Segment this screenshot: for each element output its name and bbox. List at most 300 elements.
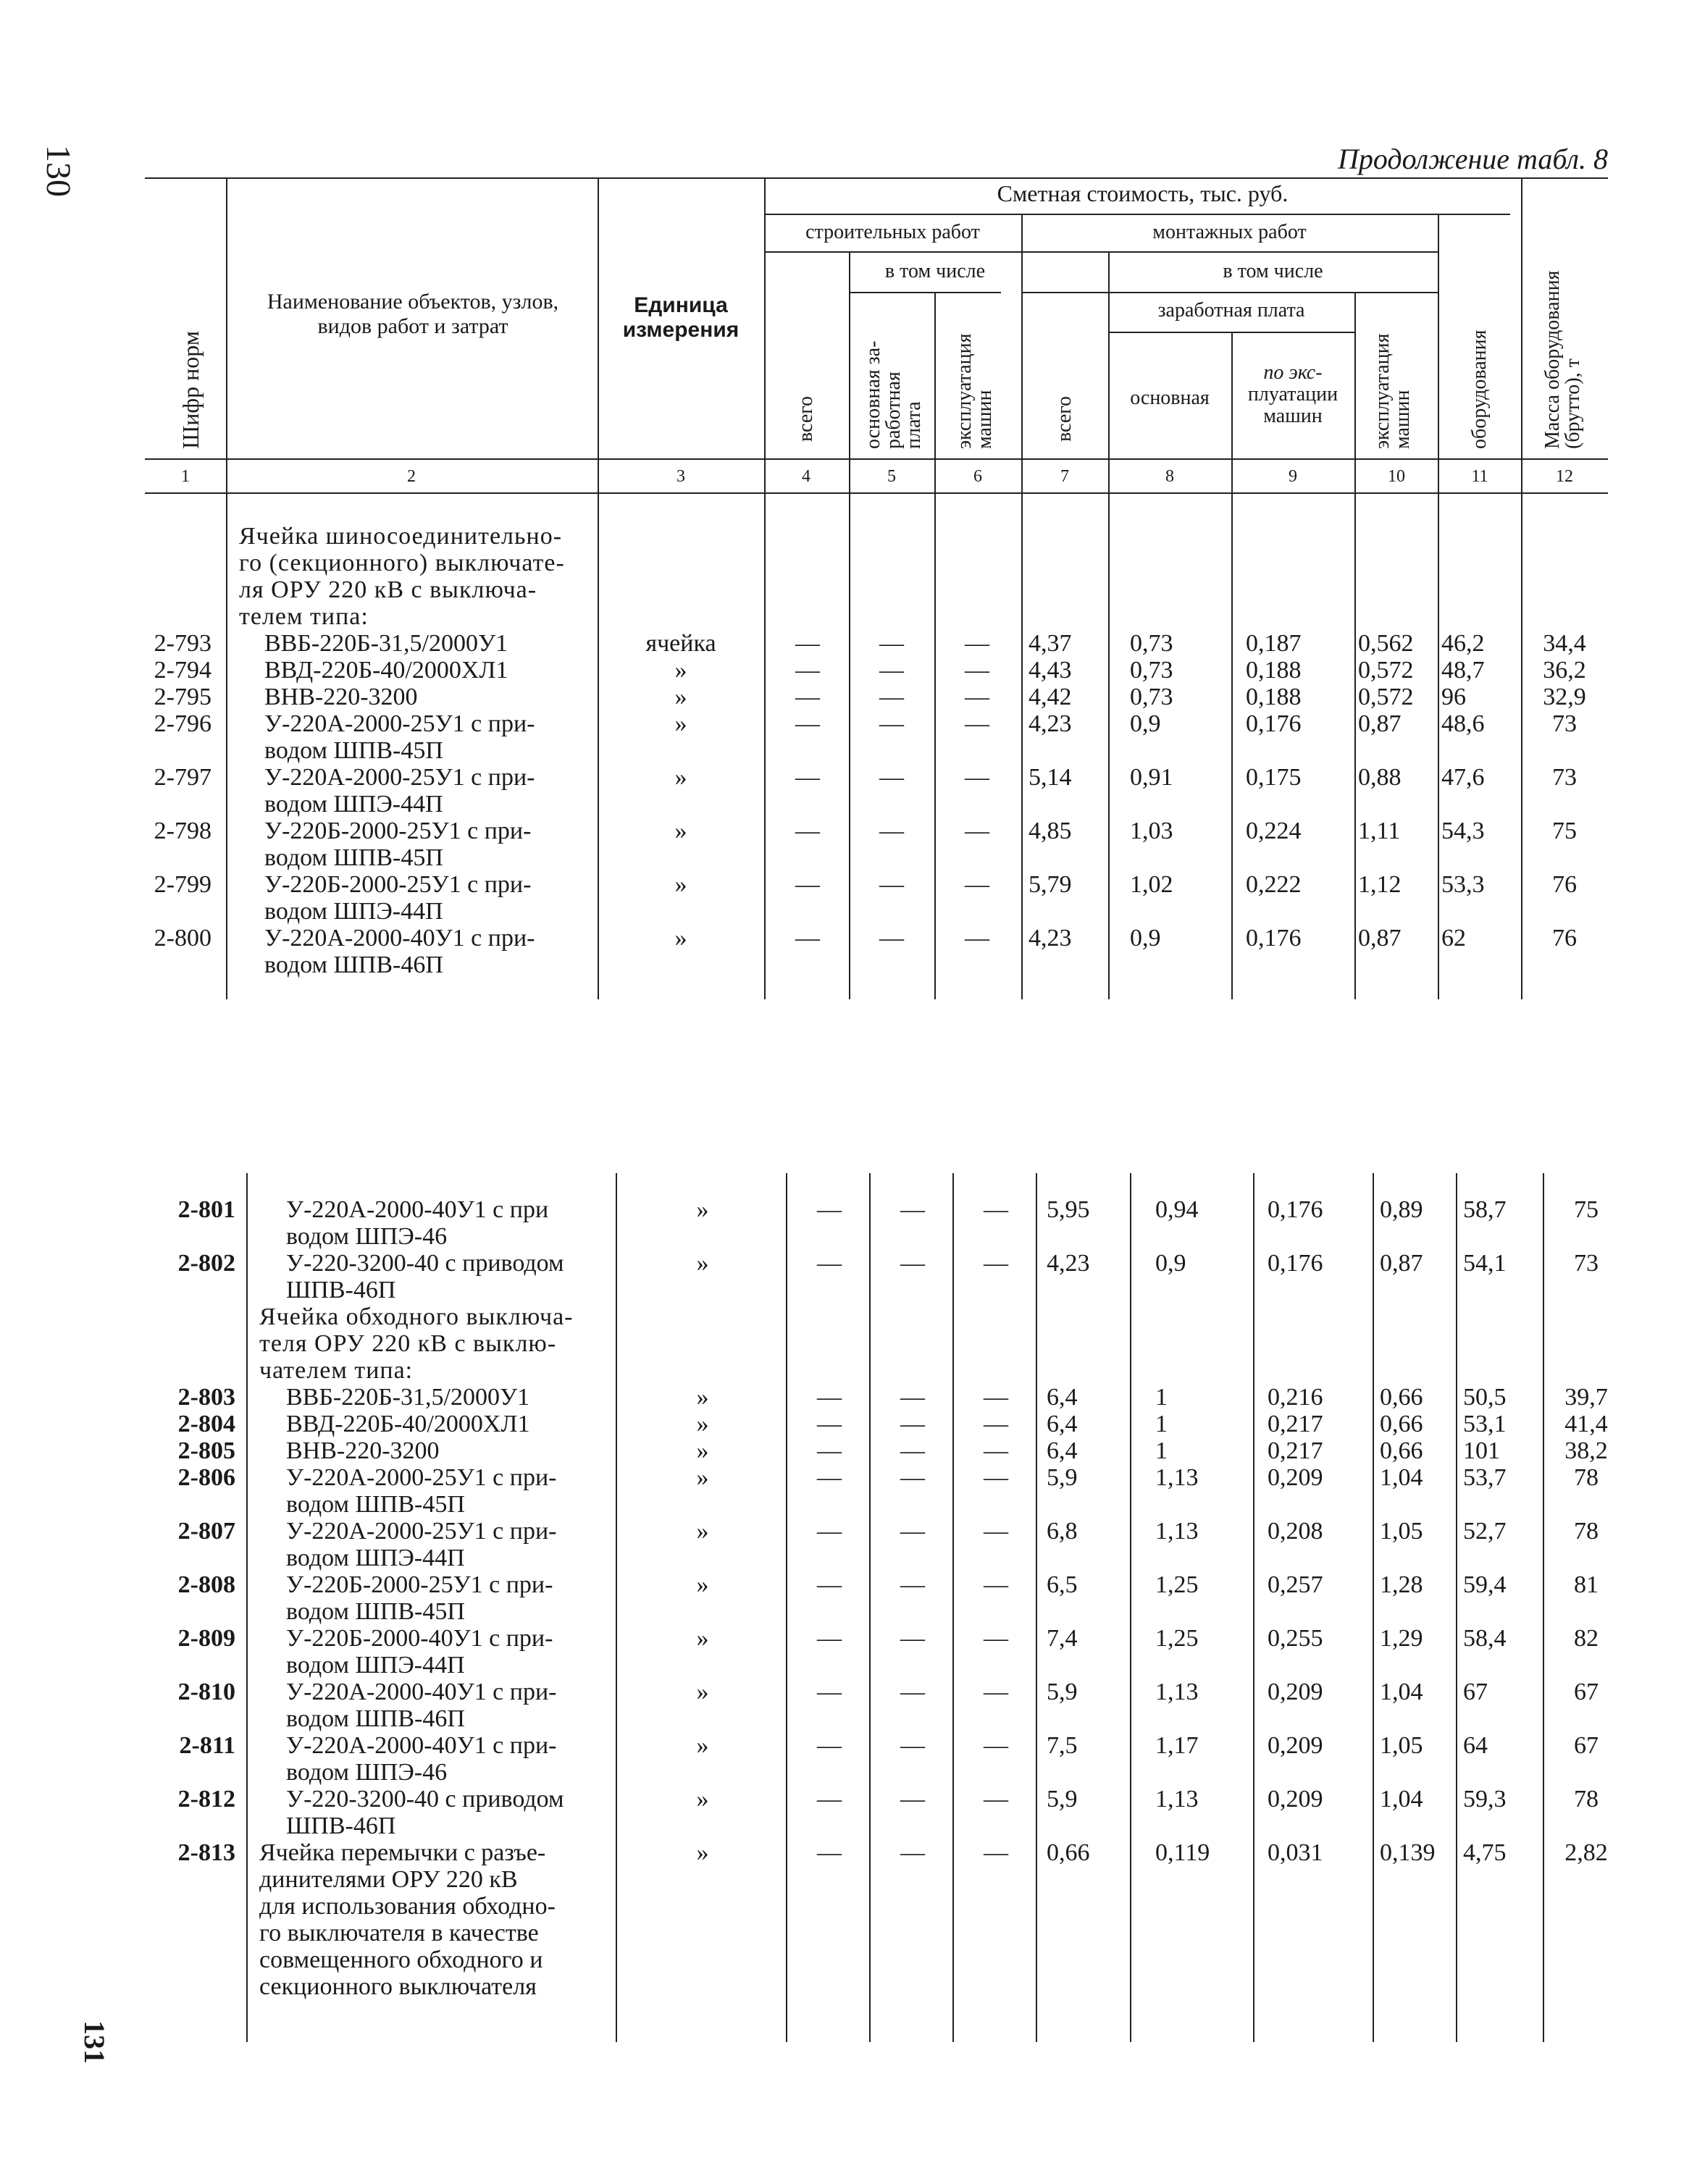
row-unit: » (674, 925, 687, 952)
section-1-title: Ячейка шиносоединительно- (239, 523, 563, 550)
row-c7: 6,8 (1047, 1518, 1078, 1545)
row-unit: » (696, 1518, 709, 1545)
row-c8: 1,13 (1155, 1786, 1199, 1813)
section-2-title: теля ОРУ 220 кВ с выклю- (259, 1330, 557, 1357)
row-c10: 1,05 (1380, 1732, 1423, 1759)
row-c6: — (984, 1786, 1008, 1813)
row-c8: 0,73 (1130, 684, 1173, 710)
header-cost-group: Сметная стоимость, тыс. руб. (997, 180, 1289, 206)
row-c6: — (984, 1437, 1008, 1464)
row-name: У-220Б-2000-25У1 с при- (286, 1571, 553, 1598)
row-c11: 53,3 (1441, 871, 1485, 898)
row-c9: 0,176 (1268, 1196, 1323, 1223)
row-c12: 73 (1574, 1250, 1599, 1277)
row-c7: 5,9 (1047, 1679, 1078, 1705)
row-c5: — (879, 630, 904, 657)
row-c11: 67 (1463, 1679, 1488, 1705)
row-c11: 50,5 (1463, 1384, 1507, 1411)
row-unit: » (696, 1625, 709, 1652)
row-c9: 0,187 (1246, 630, 1302, 657)
row-name: водом ШПВ-46П (264, 952, 443, 978)
row-c7: 5,95 (1047, 1196, 1090, 1223)
row-c5: — (900, 1571, 925, 1598)
header-mount-group: монтажных работ (1152, 221, 1307, 243)
row-name: ШПВ-46П (286, 1277, 396, 1303)
row-c9: 0,257 (1268, 1571, 1323, 1598)
row-c5: — (900, 1384, 925, 1411)
row-c7: 4,23 (1029, 925, 1072, 952)
header-c12: Масса оборудования (брутто), т (1541, 270, 1584, 449)
row-c11: 58,4 (1463, 1625, 1507, 1652)
row-unit: » (696, 1384, 709, 1411)
row-name: У-220-3200-40 с приводом (286, 1786, 564, 1813)
row-c5: — (879, 710, 904, 737)
row-c4: — (817, 1196, 842, 1223)
row-name: водом ШПВ-45П (286, 1491, 465, 1518)
row-c7: 4,42 (1029, 684, 1072, 710)
row-unit: » (674, 710, 687, 737)
row-c12: 73 (1552, 710, 1577, 737)
row-c11: 53,7 (1463, 1464, 1507, 1491)
row-c12: 76 (1552, 871, 1577, 898)
row-code: 2-794 (154, 657, 211, 684)
row-name: У-220А-2000-25У1 с при- (286, 1464, 557, 1491)
row-c7: 4,37 (1029, 630, 1072, 657)
row-c6: — (984, 1196, 1008, 1223)
row-c4: — (795, 684, 820, 710)
row-c4: — (795, 657, 820, 684)
row-c5: — (900, 1625, 925, 1652)
header-c9: по экс- плуатации машин (1247, 361, 1339, 427)
row-code: 2-799 (154, 871, 211, 898)
row-c12: 78 (1574, 1518, 1599, 1545)
row-code: 2-812 (177, 1786, 235, 1813)
row-unit: » (674, 764, 687, 791)
row-unit: » (696, 1411, 709, 1437)
row-c4: — (795, 764, 820, 791)
row-c9: 0,176 (1246, 925, 1302, 952)
row-c10: 0,66 (1380, 1437, 1423, 1464)
column-number: 4 (802, 467, 810, 486)
row-c8: 0,91 (1130, 764, 1173, 791)
row-c5: — (879, 925, 904, 952)
row-code: 2-793 (154, 630, 211, 657)
row-c8: 1 (1155, 1384, 1168, 1411)
row-name: водом ШПЭ-44П (264, 791, 443, 818)
row-c9: 0,209 (1268, 1679, 1323, 1705)
row-c11: 48,6 (1441, 710, 1485, 737)
row-name: го выключателя в качестве (259, 1920, 539, 1946)
column-number: 3 (676, 467, 685, 486)
row-c5: — (900, 1839, 925, 1866)
section-2-title: чателем типа: (259, 1357, 414, 1384)
row-c11: 62 (1441, 925, 1466, 952)
row-c9: 0,176 (1246, 710, 1302, 737)
row-c6: — (965, 710, 989, 737)
table-caption: Продолжение табл. 8 (1337, 143, 1608, 175)
row-name: водом ШПВ-45П (286, 1598, 465, 1625)
row-c12: 34,4 (1543, 630, 1586, 657)
row-unit: » (696, 1732, 709, 1759)
row-c10: 0,89 (1380, 1196, 1423, 1223)
row-name: У-220А-2000-25У1 с при- (264, 710, 535, 737)
row-name: водом ШПЭ-44П (286, 1545, 465, 1571)
header-build-group: строительных работ (805, 221, 980, 243)
row-c10: 0,66 (1380, 1411, 1423, 1437)
header-name: Наименование объектов, узлов, видов работ и затрат (267, 290, 559, 338)
row-name: ШПВ-46П (286, 1813, 396, 1839)
row-unit: » (696, 1437, 709, 1464)
row-c4: — (795, 818, 820, 844)
row-c5: — (879, 818, 904, 844)
row-c4: — (817, 1679, 842, 1705)
row-unit: » (674, 871, 687, 898)
header-unit: Единица измерения (622, 293, 740, 342)
row-c8: 1,25 (1155, 1625, 1199, 1652)
row-c12: 78 (1574, 1786, 1599, 1813)
row-c5: — (900, 1518, 925, 1545)
row-c11: 54,3 (1441, 818, 1485, 844)
row-c7: 5,79 (1029, 871, 1072, 898)
row-c9: 0,222 (1246, 871, 1302, 898)
row-c5: — (900, 1679, 925, 1705)
row-c9: 0,031 (1268, 1839, 1323, 1866)
row-name: У-220Б-2000-25У1 с при- (264, 871, 532, 898)
row-name: водом ШПЭ-46 (286, 1223, 448, 1250)
row-c8: 0,9 (1155, 1250, 1186, 1277)
row-c4: — (817, 1839, 842, 1866)
row-c7: 6,4 (1047, 1437, 1078, 1464)
column-number: 5 (887, 467, 896, 486)
row-c5: — (900, 1437, 925, 1464)
row-c10: 1,11 (1358, 818, 1401, 844)
row-c7: 7,5 (1047, 1732, 1078, 1759)
row-c12: 82 (1574, 1625, 1599, 1652)
row-c11: 48,7 (1441, 657, 1485, 684)
row-name: для использования обходно- (259, 1893, 556, 1920)
row-code: 2-796 (154, 710, 211, 737)
row-name: У-220А-2000-25У1 с при- (286, 1518, 557, 1545)
row-c11: 47,6 (1441, 764, 1485, 791)
header-c8: основная (1130, 387, 1210, 409)
row-c10: 0,562 (1358, 630, 1414, 657)
row-c11: 64 (1463, 1732, 1488, 1759)
row-c10: 0,87 (1380, 1250, 1423, 1277)
row-code: 2-809 (177, 1625, 235, 1652)
row-c9: 0,209 (1268, 1732, 1323, 1759)
row-c10: 1,04 (1380, 1679, 1423, 1705)
row-name: У-220-3200-40 с приводом (286, 1250, 564, 1277)
row-name: ВНВ-220-3200 (286, 1437, 440, 1464)
row-c8: 0,9 (1130, 925, 1161, 952)
row-c9: 0,216 (1268, 1384, 1323, 1411)
header-c11: оборудования (1468, 329, 1491, 449)
row-c8: 0,73 (1130, 657, 1173, 684)
row-c8: 0,119 (1155, 1839, 1210, 1866)
row-name: водом ШПЭ-46 (286, 1759, 448, 1786)
row-name: У-220А-2000-40У1 с при- (286, 1732, 557, 1759)
row-code: 2-808 (177, 1571, 235, 1598)
row-name: Ячейка перемычки с разъе- (259, 1839, 546, 1866)
row-c10: 0,572 (1358, 684, 1414, 710)
row-c12: 41,4 (1564, 1411, 1608, 1437)
row-c8: 1,02 (1130, 871, 1173, 898)
row-c10: 0,87 (1358, 925, 1402, 952)
row-unit: » (674, 657, 687, 684)
header-c4: всего (795, 395, 817, 442)
row-c9: 0,209 (1268, 1464, 1323, 1491)
row-name: У-220А-2000-40У1 с при- (264, 925, 535, 952)
row-c5: — (900, 1196, 925, 1223)
row-c10: 1,04 (1380, 1786, 1423, 1813)
row-name: У-220А-2000-40У1 с при- (286, 1679, 557, 1705)
row-name: секционного выключателя (259, 1973, 537, 2000)
row-c5: — (879, 684, 904, 710)
row-c5: — (879, 764, 904, 791)
row-c10: 0,572 (1358, 657, 1414, 684)
row-code: 2-813 (177, 1839, 235, 1866)
section-1-title: ля ОРУ 220 кВ с выключа- (239, 576, 537, 603)
column-number: 11 (1471, 467, 1488, 486)
row-c4: — (817, 1384, 842, 1411)
row-unit: » (696, 1250, 709, 1277)
row-c8: 0,9 (1130, 710, 1161, 737)
header-incl-build: в том числе (884, 260, 986, 282)
row-c5: — (900, 1732, 925, 1759)
row-c4: — (795, 630, 820, 657)
row-code: 2-797 (154, 764, 211, 791)
row-code: 2-804 (177, 1411, 235, 1437)
row-c10: 1,29 (1380, 1625, 1423, 1652)
row-c6: — (984, 1411, 1008, 1437)
row-c10: 1,04 (1380, 1464, 1423, 1491)
row-c12: 73 (1552, 764, 1577, 791)
row-c4: — (817, 1411, 842, 1437)
row-c12: 32,9 (1543, 684, 1586, 710)
row-c11: 46,2 (1441, 630, 1485, 657)
row-c8: 1,13 (1155, 1518, 1199, 1545)
row-code: 2-810 (177, 1679, 235, 1705)
row-c12: 67 (1574, 1732, 1599, 1759)
row-c6: — (984, 1839, 1008, 1866)
row-code: 2-798 (154, 818, 211, 844)
row-unit: » (674, 684, 687, 710)
section-1-title: го (секционного) выключате- (239, 550, 565, 576)
row-c11: 96 (1441, 684, 1466, 710)
row-c11: 59,3 (1463, 1786, 1507, 1813)
row-c4: — (817, 1625, 842, 1652)
section-2-title: Ячейка обходного выключа- (259, 1303, 574, 1330)
row-c11: 4,75 (1463, 1839, 1507, 1866)
row-name: ВВБ-220Б-31,5/2000У1 (264, 630, 508, 657)
row-c4: — (795, 871, 820, 898)
row-c10: 0,139 (1380, 1839, 1436, 1866)
row-c8: 0,94 (1155, 1196, 1199, 1223)
row-c6: — (965, 871, 989, 898)
column-number: 2 (407, 467, 416, 486)
row-c11: 58,7 (1463, 1196, 1507, 1223)
row-c4: — (817, 1464, 842, 1491)
row-unit: » (696, 1196, 709, 1223)
bottom-page-mark: 131 (78, 2020, 111, 2064)
row-name: совмещенного обходного и (259, 1946, 543, 1973)
column-number: 9 (1289, 467, 1297, 486)
header-c6: эксплуатация машин (953, 333, 996, 449)
row-name: ВВД-220Б-40/2000ХЛ1 (264, 657, 508, 684)
row-c9: 0,188 (1246, 657, 1302, 684)
row-c9: 0,217 (1268, 1437, 1323, 1464)
row-c10: 0,87 (1358, 710, 1402, 737)
row-c6: — (965, 684, 989, 710)
row-code: 2-800 (154, 925, 211, 952)
column-number: 8 (1165, 467, 1174, 486)
row-name: водом ШПЭ-44П (264, 898, 443, 925)
row-name: водом ШПВ-45П (264, 844, 443, 871)
row-c12: 36,2 (1543, 657, 1586, 684)
row-c12: 75 (1574, 1196, 1599, 1223)
row-c10: 0,66 (1380, 1384, 1423, 1411)
row-c9: 0,175 (1246, 764, 1302, 791)
column-number: 1 (181, 467, 190, 486)
row-c12: 78 (1574, 1464, 1599, 1491)
row-c8: 1 (1155, 1437, 1168, 1464)
row-c4: — (817, 1250, 842, 1277)
row-c4: — (817, 1437, 842, 1464)
row-c8: 1 (1155, 1411, 1168, 1437)
row-c5: — (879, 657, 904, 684)
row-c8: 0,73 (1130, 630, 1173, 657)
header-code: Шифр норм (177, 330, 204, 449)
row-c11: 59,4 (1463, 1571, 1507, 1598)
row-c9: 0,188 (1246, 684, 1302, 710)
row-unit: » (696, 1464, 709, 1491)
row-c9: 0,176 (1268, 1250, 1323, 1277)
row-c10: 1,05 (1380, 1518, 1423, 1545)
row-c6: — (965, 630, 989, 657)
row-code: 2-805 (177, 1437, 235, 1464)
row-c4: — (817, 1732, 842, 1759)
row-c7: 5,9 (1047, 1464, 1078, 1491)
row-c11: 52,7 (1463, 1518, 1507, 1545)
row-c12: 38,2 (1564, 1437, 1608, 1464)
row-c8: 1,17 (1155, 1732, 1199, 1759)
row-c8: 1,25 (1155, 1571, 1199, 1598)
row-c12: 39,7 (1564, 1384, 1608, 1411)
row-c12: 76 (1552, 925, 1577, 952)
row-unit: » (696, 1786, 709, 1813)
row-c9: 0,208 (1268, 1518, 1323, 1545)
row-c4: — (817, 1518, 842, 1545)
row-name: У-220А-2000-25У1 с при- (264, 764, 535, 791)
row-name: У-220Б-2000-40У1 с при- (286, 1625, 553, 1652)
row-c4: — (795, 710, 820, 737)
row-code: 2-806 (177, 1464, 235, 1491)
row-c9: 0,255 (1268, 1625, 1323, 1652)
row-c6: — (984, 1571, 1008, 1598)
row-c10: 1,12 (1358, 871, 1402, 898)
page-number: 130 (39, 145, 78, 197)
row-c6: — (984, 1518, 1008, 1545)
header-wage: заработная плата (1157, 299, 1305, 322)
row-c7: 7,4 (1047, 1625, 1078, 1652)
section-1-title: телем типа: (239, 603, 369, 630)
row-name: ВВД-220Б-40/2000ХЛ1 (286, 1411, 530, 1437)
row-c7: 4,43 (1029, 657, 1072, 684)
row-c9: 0,209 (1268, 1786, 1323, 1813)
header-incl-mount: в том числе (1223, 260, 1323, 282)
row-unit: » (674, 818, 687, 844)
row-c6: — (965, 818, 989, 844)
row-name: ВВБ-220Б-31,5/2000У1 (286, 1384, 530, 1411)
row-unit: ячейка (645, 630, 716, 657)
row-c7: 4,23 (1047, 1250, 1090, 1277)
row-c11: 101 (1463, 1437, 1500, 1464)
row-c8: 1,13 (1155, 1679, 1199, 1705)
row-c6: — (965, 657, 989, 684)
row-code: 2-801 (177, 1196, 235, 1223)
row-code: 2-802 (177, 1250, 235, 1277)
column-number: 12 (1556, 467, 1573, 486)
row-c5: — (900, 1411, 925, 1437)
row-c5: — (900, 1786, 925, 1813)
row-name: У-220А-2000-40У1 с при (286, 1196, 549, 1223)
row-code: 2-795 (154, 684, 211, 710)
row-c7: 5,14 (1029, 764, 1072, 791)
row-name: водом ШПЭ-44П (286, 1652, 465, 1679)
row-c4: — (795, 925, 820, 952)
row-unit: » (696, 1679, 709, 1705)
row-name: динителями ОРУ 220 кВ (259, 1866, 518, 1893)
row-name: ВНВ-220-3200 (264, 684, 418, 710)
row-code: 2-811 (179, 1732, 235, 1759)
row-c4: — (817, 1571, 842, 1598)
row-c7: 6,5 (1047, 1571, 1078, 1598)
row-c6: — (965, 764, 989, 791)
row-c6: — (984, 1464, 1008, 1491)
row-c12: 81 (1574, 1571, 1599, 1598)
row-c11: 54,1 (1463, 1250, 1507, 1277)
row-c8: 1,03 (1130, 818, 1173, 844)
row-unit: » (696, 1839, 709, 1866)
row-c6: — (984, 1384, 1008, 1411)
row-c10: 0,88 (1358, 764, 1402, 791)
row-c7: 4,23 (1029, 710, 1072, 737)
row-c7: 5,9 (1047, 1786, 1078, 1813)
row-c10: 1,28 (1380, 1571, 1423, 1598)
row-c6: — (984, 1625, 1008, 1652)
column-number: 10 (1388, 467, 1405, 486)
column-number: 7 (1060, 467, 1069, 486)
row-c6: — (984, 1250, 1008, 1277)
row-c6: — (984, 1679, 1008, 1705)
row-code: 2-807 (177, 1518, 235, 1545)
row-c8: 1,13 (1155, 1464, 1199, 1491)
header-c7: всего (1053, 395, 1076, 442)
row-c5: — (900, 1250, 925, 1277)
row-c12: 2,82 (1564, 1839, 1608, 1866)
row-c7: 6,4 (1047, 1384, 1078, 1411)
row-name: У-220Б-2000-25У1 с при- (264, 818, 532, 844)
row-c9: 0,224 (1246, 818, 1302, 844)
row-name: водом ШПВ-45П (264, 737, 443, 764)
row-c9: 0,217 (1268, 1411, 1323, 1437)
row-c7: 0,66 (1047, 1839, 1090, 1866)
row-c7: 4,85 (1029, 818, 1072, 844)
row-c5: — (900, 1464, 925, 1491)
row-name: водом ШПВ-46П (286, 1705, 465, 1732)
row-code: 2-803 (177, 1384, 235, 1411)
header-c5: основная за- работная плата (862, 340, 925, 449)
